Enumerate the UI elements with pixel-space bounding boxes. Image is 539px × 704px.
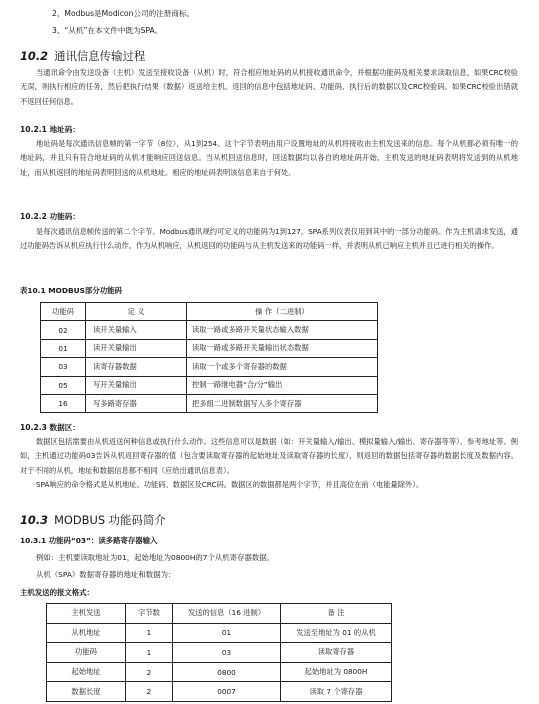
master-frame-table — [46, 603, 392, 702]
cell: 起始地址 — [47, 662, 126, 682]
cell: 读开关量输出 — [86, 339, 187, 357]
paragraph: 地址码是每次通讯信息帧的第一字节（8位），从1到254。这个字节表明由用户设置地址的从机将接收由主机发送来的信息。每个从机都必须有唯一的地址码，并且只有符合地址码的从机才能响应回送信息。当从机回送信息时，回送数据均以各自的地址码开始。主机发送的地址码表明将发送到的从机地址，而从机返回的地址码表明回送的从机地址。相应的地址码表明该信息来自于何处。 — [20, 139, 518, 177]
cell: 读取一个或多个寄存器的数据 — [187, 358, 378, 376]
cell: 0800 — [173, 662, 281, 682]
table-row — [41, 321, 378, 339]
table-row — [47, 682, 392, 702]
section-number: 10.3 — [20, 513, 49, 527]
section-10-2-3-heading: 10.2.3 数据区： — [20, 423, 80, 432]
header-cell: 主机发送 — [47, 604, 126, 624]
section-title: 通讯信息传输过程 — [54, 49, 146, 63]
cell: 读取寄存器 — [281, 643, 392, 663]
cell: 写开关量输出 — [86, 376, 187, 394]
section-10-2-1-heading: 10.2.1 地址码： — [20, 125, 80, 134]
section-10-2-2-heading: 10.2.2 功能码： — [20, 212, 80, 221]
paragraph: 是每次通讯信息帧传送的第二个字节。Modbus通讯规约可定义的功能码为1到127。SPA系列仪表仅用到其中的一部分功能码。作为主机请求发送，通过功能码告诉从机应执行什么动作。作为从机响应，从机返回的功能码与从主机发送来的功能码一样，并表明从机已响应主机并且已进行相关的操作。 — [20, 227, 518, 251]
cell: 读取一路或多路开关量输出状态数据 — [187, 339, 378, 357]
note-slave-definition: 3、“从机”在本文件中既为SPA。 — [52, 26, 163, 35]
table-row — [41, 339, 378, 357]
register-intro-text: 从机（SPA）数据寄存器的地址和数据为： — [36, 570, 176, 579]
section-number: 10.2 — [20, 49, 49, 63]
cell: 读开关量输入 — [86, 321, 187, 339]
section-10-3-1-heading: 10.3.1 功能码“03”：读多路寄存器输入 — [20, 536, 158, 545]
table-row — [41, 358, 378, 376]
cell: 1 — [126, 623, 173, 643]
cell: 从机地址 — [47, 623, 126, 643]
cell: 03 — [41, 358, 86, 376]
header-cell: 定 义 — [86, 303, 187, 321]
header-cell: 发送的信息（16 进制） — [173, 604, 281, 624]
section-10-3-heading — [20, 512, 166, 528]
cell: 2 — [126, 682, 173, 702]
cell: 数据长度 — [47, 682, 126, 702]
section-10-2-1-text — [20, 137, 518, 180]
cell: 02 — [41, 321, 86, 339]
cell: 起始地址为 0800H — [281, 662, 392, 682]
cell: 发送至地址为 01 的从机 — [281, 623, 392, 643]
header-cell: 备 注 — [281, 604, 392, 624]
cell: 01 — [41, 339, 86, 357]
section-10-2-3-text — [20, 435, 518, 492]
master-frame-caption: 主机发送的报文格式： — [20, 588, 94, 597]
cell: 读取 7 个寄存器 — [281, 682, 392, 702]
table-row — [47, 643, 392, 663]
section-10-2-intro — [20, 66, 518, 109]
section-title: MODBUS 功能码简介 — [54, 513, 166, 527]
cell: 读寄存器数据 — [86, 358, 187, 376]
header-cell: 功能码 — [41, 303, 86, 321]
table-row — [47, 662, 392, 682]
cell: 0007 — [173, 682, 281, 702]
cell: 01 — [173, 623, 281, 643]
example-text: 例如：主机要读取地址为01，起始地址为0800H的7个从机寄存器数据。 — [36, 553, 275, 562]
cell: 读取一路或多路开关量状态输入数据 — [187, 321, 378, 339]
table-header-row — [41, 303, 378, 321]
table-row — [41, 394, 378, 412]
cell: 05 — [41, 376, 86, 394]
table-row — [41, 376, 378, 394]
cell: 功能码 — [47, 643, 126, 663]
function-code-table — [40, 302, 378, 413]
paragraph: 数据区包括需要由从机返送何种信息或执行什么动作。这些信息可以是数据（如：开关量输入/输出、模拟量输入/输出、寄存器等等）、参考地址等。例如，主机通过功能码03告诉从机返回寄存器的值（包含要读取寄存器的起始地址及读取寄存器的长度），则返回的数据包括寄存器的数据长度及数据内容。对于不同的从机，地址和数据信息都不相同（应给出通讯信息表）。 — [20, 437, 518, 475]
table-10-1-caption: 表10.1 MODBUS部分功能码 — [20, 286, 122, 295]
section-10-2-2-text — [20, 225, 518, 254]
table-row — [47, 623, 392, 643]
table-header-row — [47, 604, 392, 624]
cell: 03 — [173, 643, 281, 663]
note-trademark: 2、Modbus是Modicon公司的注册商标。 — [52, 9, 195, 18]
header-cell: 字节数 — [126, 604, 173, 624]
cell: 1 — [126, 643, 173, 663]
header-cell: 操 作（二进制） — [187, 303, 378, 321]
cell: 写多路寄存器 — [86, 394, 187, 412]
cell: 2 — [126, 662, 173, 682]
cell: 16 — [41, 394, 86, 412]
cell: 把多组二进制数据写入多个寄存器 — [187, 394, 378, 412]
paragraph: SPA响应的命令格式是从机地址、功能码、数据区及CRC码。数据区的数据都是两个字节，并且高位在前（电能量除外）。 — [36, 479, 424, 489]
section-10-2-heading — [20, 48, 145, 64]
paragraph: 当通讯命令由发送设备（主机）发送至接收设备（从机）时，符合相应地址码的从机接收通讯命令，并根据功能码及相关要求读取信息，如果CRC校验无误，则执行相应的任务，然后把执行结果（数据）返送给主机。返回的信息中包括地址码、功能码、执行后的数据以及CRC校验码。如果CRC校验出错就不返回任何信息。 — [20, 68, 518, 106]
cell: 控制一路继电器“合/分”输出 — [187, 376, 378, 394]
